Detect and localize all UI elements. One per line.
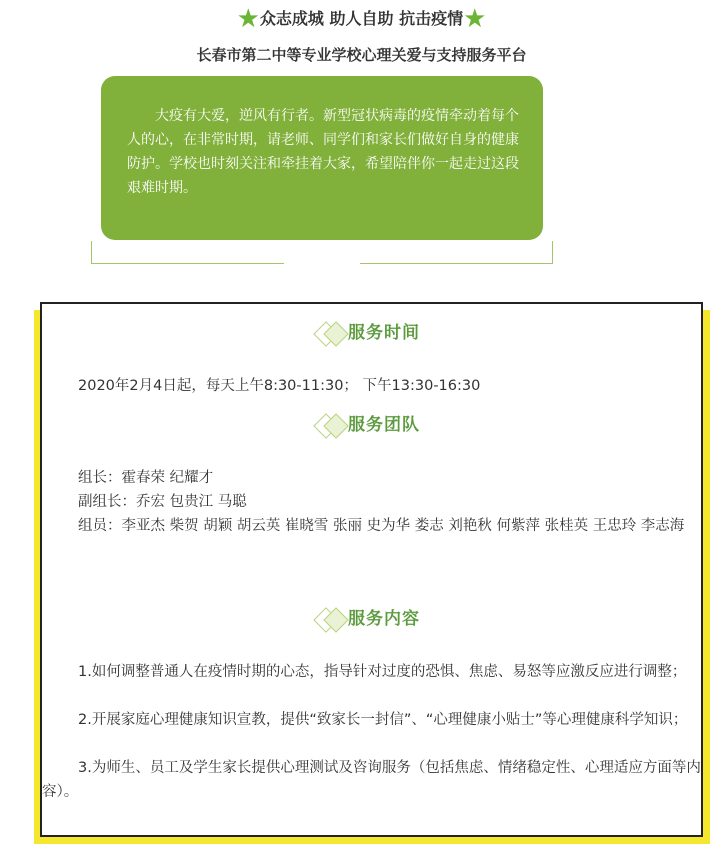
card-bracket-right — [360, 241, 553, 264]
header-slogan — [0, 6, 723, 32]
section-title-time: 服务时间 — [348, 323, 420, 343]
team-vice-leader: 副组长：乔宏 包贵江 马聪 — [78, 494, 247, 510]
intro-card — [91, 76, 553, 264]
star-icon: ★ — [463, 4, 487, 34]
content-item-2: 2.开展家庭心理健康知识宣教，提供“致家长一封信”、“心理健康小贴士”等心理健康科学知识； — [78, 712, 688, 728]
section-header-content — [42, 600, 705, 640]
page-subtitle: 长春市第二中等专业学校心理关爱与支持服务平台 — [196, 46, 527, 64]
card-bracket-left — [91, 241, 284, 264]
content-item-3: 3.为师生、员工及学生家长提供心理测试及咨询服务（包括焦虑、情绪稳定性、心理适应方面等内容）。 — [42, 760, 701, 800]
service-time-text: 2020年2月4日起，每天上午8:30-11:30； 下午13:30-16:30 — [78, 378, 481, 394]
info-panel — [40, 302, 703, 837]
intro-text: 大疫有大爱，逆风有行者。新型冠状病毒的疫情牵动着每个人的心，在非常时期，请老师、同学们和家长们做好自身的健康防护。学校也时刻关注和牵挂着大家，希望陪伴你一起走过这段艰难时期。 — [101, 76, 543, 240]
section-title-team: 服务团队 — [348, 415, 420, 435]
section-header-team — [42, 406, 705, 446]
content-item-1: 1.如何调整普通人在疫情时期的心态，指导针对过度的恐惧、焦虑、易怒等应激反应进行调整； — [78, 664, 687, 680]
star-icon: ★ — [236, 4, 260, 34]
section-header-time — [42, 314, 705, 354]
team-leader: 组长：霍春荣 纪耀才 — [78, 470, 214, 486]
section-title-content: 服务内容 — [348, 609, 420, 629]
slogan-text: 众志成城 助人自助 抗击疫情 — [259, 9, 464, 28]
team-members: 组员：李亚杰 柴贺 胡颖 胡云英 崔晓雪 张丽 史为华 娄志 刘艳秋 何紫萍 张桂英 王忠玲 李志海 — [78, 518, 685, 534]
